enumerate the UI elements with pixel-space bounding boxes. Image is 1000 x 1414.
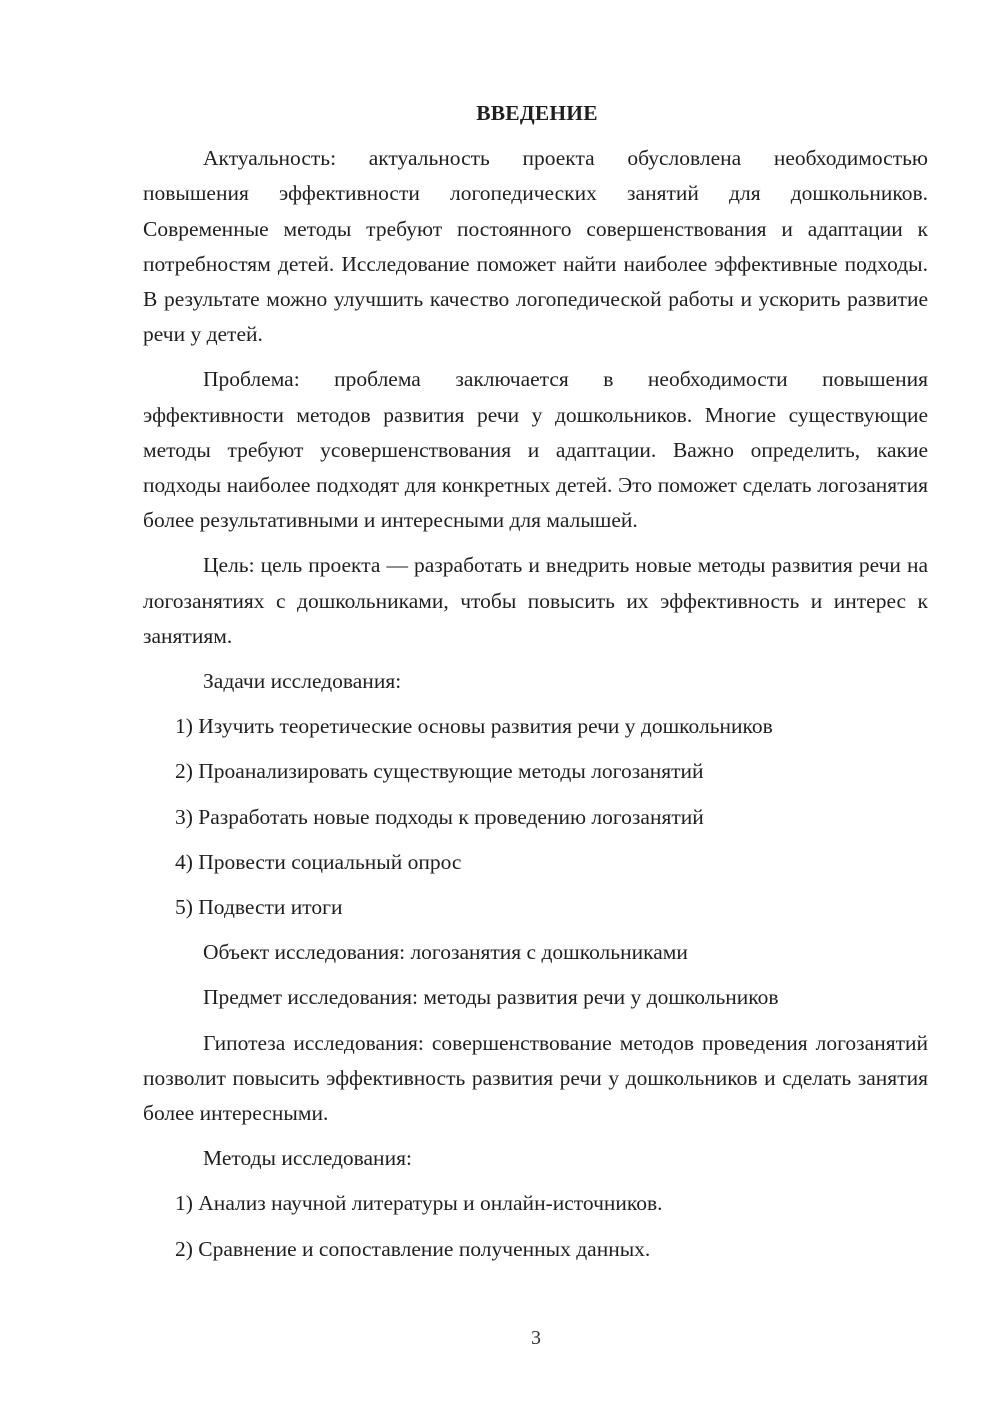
task-item-1: 1) Изучить теоретические основы развития речи у дошкольников	[175, 714, 773, 739]
methods-heading: Методы исследования:	[203, 1146, 412, 1171]
method-item-1: 1) Анализ научной литературы и онлайн-источников.	[175, 1191, 663, 1216]
relevance-paragraph: Актуальность: актуальность проекта обусловлена необходимостью повышения эффективности логопедических занятий для дошкольников. Современные методы требуют постоянного совершенствования и адаптации к потребностям детей. Исследование поможет найти наиболее эффективные подходы. В результате можно улучшить качество логопедической работы и ускорить развитие речи у детей.	[143, 146, 928, 347]
page-number: 3	[531, 1327, 541, 1349]
object-line: Объект исследования: логозанятия с дошкольниками	[203, 940, 688, 965]
problem-paragraph: Проблема: проблема заключается в необходимости повышения эффективности методов развития речи у дошкольников. Многие существующие методы требуют усовершенствования и адаптации. Важно определить, какие подходы наиболее подходят для конкретных детей. Это поможет сделать логозанятия более результативными и интересными для малышей.	[143, 367, 928, 533]
document-body	[143, 96, 928, 1277]
subject-line: Предмет исследования: методы развития речи у дошкольников	[203, 985, 779, 1010]
goal-paragraph: Цель: цель проекта — разработать и внедрить новые методы развития речи на логозанятиях с дошкольниками, чтобы повысить их эффективность и интерес к занятиям.	[143, 553, 928, 648]
task-item-2: 2) Проанализировать существующие методы логозанятий	[175, 759, 704, 784]
method-item-2: 2) Сравнение и сопоставление полученных данных.	[175, 1236, 651, 1261]
tasks-heading: Задачи исследования:	[203, 669, 402, 694]
task-item-4: 4) Провести социальный опрос	[175, 849, 462, 874]
hypothesis-paragraph: Гипотеза исследования: совершенствование методов проведения логозанятий позволит повысить эффективность развития речи у дошкольников и сделать занятия более интересными.	[143, 1030, 928, 1126]
task-item-5: 5) Подвести итоги	[175, 895, 343, 920]
section-title: ВВЕДЕНИЕ	[476, 101, 598, 125]
task-item-3: 3) Разработать новые подходы к проведению логозанятий	[175, 804, 704, 829]
